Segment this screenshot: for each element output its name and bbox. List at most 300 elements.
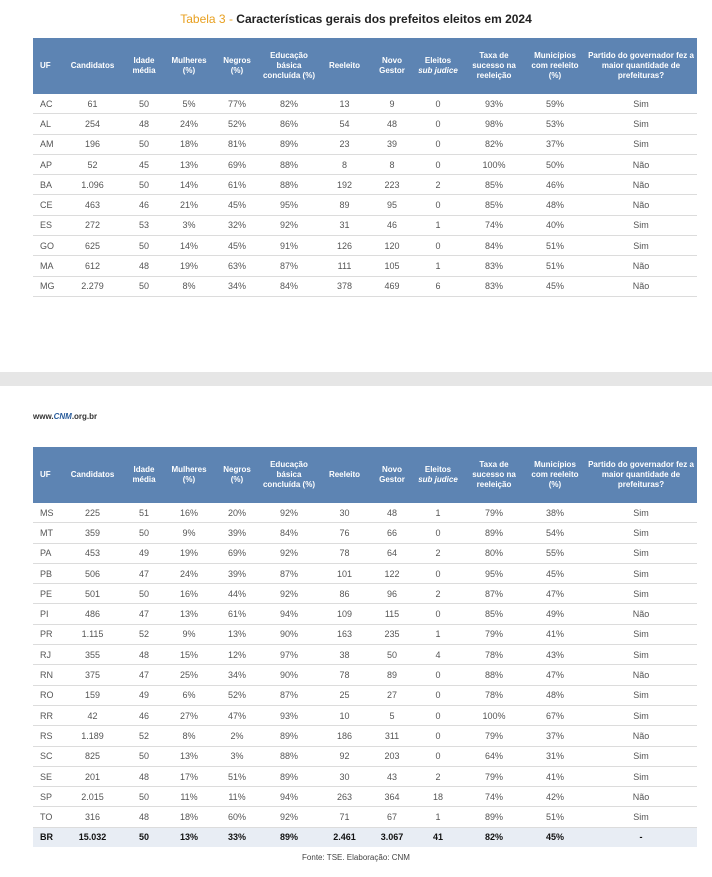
table-cell: 5 bbox=[371, 705, 413, 725]
total-cell: 82% bbox=[463, 827, 525, 847]
table-cell: MT bbox=[33, 523, 61, 543]
table-cell: 14% bbox=[164, 175, 214, 195]
table-cell: 41% bbox=[525, 624, 585, 644]
table-cell: 272 bbox=[61, 215, 124, 235]
table-cell: 69% bbox=[214, 154, 260, 174]
table-cell: 47% bbox=[525, 665, 585, 685]
table-cell: 48 bbox=[124, 114, 164, 134]
table-cell: AM bbox=[33, 134, 61, 154]
table-cell: 1 bbox=[413, 624, 463, 644]
table-cell: 19% bbox=[164, 543, 214, 563]
table-cell: RJ bbox=[33, 645, 61, 665]
table-cell: 89% bbox=[260, 134, 318, 154]
table-row bbox=[33, 563, 697, 583]
table-cell: 45% bbox=[214, 236, 260, 256]
table-cell: 100% bbox=[463, 705, 525, 725]
table-cell: 115 bbox=[371, 604, 413, 624]
table-cell: PB bbox=[33, 563, 61, 583]
table-cell: 2.015 bbox=[61, 787, 124, 807]
table-cell: 23 bbox=[318, 134, 371, 154]
table-row bbox=[33, 503, 697, 523]
table-cell: 13% bbox=[164, 604, 214, 624]
table-cell: 47 bbox=[124, 563, 164, 583]
table-cell: Não bbox=[585, 665, 697, 685]
table-row bbox=[33, 787, 697, 807]
table-cell: Não bbox=[585, 604, 697, 624]
table-cell: 48 bbox=[124, 766, 164, 786]
table-cell: 30 bbox=[318, 766, 371, 786]
table-cell: 15% bbox=[164, 645, 214, 665]
table-cell: 8 bbox=[371, 154, 413, 174]
table-cell: 61% bbox=[214, 604, 260, 624]
table-title-label: Tabela 3 bbox=[180, 12, 226, 26]
table-row bbox=[33, 256, 697, 276]
table-cell: 48 bbox=[124, 645, 164, 665]
table-cell: 31 bbox=[318, 215, 371, 235]
col-header-reeleito: Reeleito bbox=[318, 38, 371, 94]
table-cell: 32% bbox=[214, 215, 260, 235]
table-cell: 37% bbox=[525, 726, 585, 746]
col-header-mulheres: Mulheres (%) bbox=[164, 447, 214, 503]
table-cell: 50 bbox=[124, 584, 164, 604]
table-cell: 13 bbox=[318, 94, 371, 114]
table-cell: Sim bbox=[585, 94, 697, 114]
table-cell: 50 bbox=[124, 746, 164, 766]
table-cell: 64 bbox=[371, 543, 413, 563]
table-cell: SE bbox=[33, 766, 61, 786]
table-cell: 92% bbox=[260, 807, 318, 827]
table-cell: 82% bbox=[463, 134, 525, 154]
table-cell: 13% bbox=[214, 624, 260, 644]
table-cell: 19% bbox=[164, 256, 214, 276]
table-cell: 46% bbox=[525, 175, 585, 195]
table-cell: Não bbox=[585, 154, 697, 174]
table-cell: 86% bbox=[260, 114, 318, 134]
table-cell: 89% bbox=[260, 766, 318, 786]
table-cell: 612 bbox=[61, 256, 124, 276]
table-cell: Não bbox=[585, 726, 697, 746]
table-cell: 40% bbox=[525, 215, 585, 235]
table-cell: 71 bbox=[318, 807, 371, 827]
table-cell: PI bbox=[33, 604, 61, 624]
table-cell: 48% bbox=[525, 685, 585, 705]
total-cell: - bbox=[585, 827, 697, 847]
table-cell: 45% bbox=[214, 195, 260, 215]
table-row bbox=[33, 685, 697, 705]
table-cell: 254 bbox=[61, 114, 124, 134]
table-cell: 11% bbox=[214, 787, 260, 807]
table-cell: 49 bbox=[124, 685, 164, 705]
table-cell: MG bbox=[33, 276, 61, 296]
table-cell: 44% bbox=[214, 584, 260, 604]
table-cell: 69% bbox=[214, 543, 260, 563]
table-row bbox=[33, 584, 697, 604]
table-cell: Sim bbox=[585, 134, 697, 154]
table-cell: 39 bbox=[371, 134, 413, 154]
table-cell: 196 bbox=[61, 134, 124, 154]
table-cell: Sim bbox=[585, 584, 697, 604]
table-cell: Sim bbox=[585, 645, 697, 665]
table-cell: 625 bbox=[61, 236, 124, 256]
table-cell: 83% bbox=[463, 276, 525, 296]
table-cell: 87% bbox=[260, 563, 318, 583]
table-cell: 64% bbox=[463, 746, 525, 766]
table-cell: Sim bbox=[585, 543, 697, 563]
table-row bbox=[33, 604, 697, 624]
table-cell: 16% bbox=[164, 584, 214, 604]
table-cell: 0 bbox=[413, 563, 463, 583]
table-cell: 42% bbox=[525, 787, 585, 807]
table-cell: 78 bbox=[318, 543, 371, 563]
table-cell: 1.096 bbox=[61, 175, 124, 195]
table-row bbox=[33, 645, 697, 665]
col-header-partido: Partido do governador fez a maior quantidade de prefeituras? bbox=[585, 38, 697, 94]
table-cell: 0 bbox=[413, 134, 463, 154]
table-row bbox=[33, 215, 697, 235]
table-cell: PE bbox=[33, 584, 61, 604]
total-cell: 3.067 bbox=[371, 827, 413, 847]
table-cell: AL bbox=[33, 114, 61, 134]
table-cell: 92% bbox=[260, 215, 318, 235]
table-cell: 48 bbox=[371, 503, 413, 523]
table-cell: 45 bbox=[124, 154, 164, 174]
table-cell: 0 bbox=[413, 685, 463, 705]
table-cell: 48 bbox=[371, 114, 413, 134]
table-cell: 50% bbox=[525, 154, 585, 174]
table-cell: 84% bbox=[260, 523, 318, 543]
table-cell: 201 bbox=[61, 766, 124, 786]
table-cell: 109 bbox=[318, 604, 371, 624]
col-header-eleitos-label: Eleitos bbox=[424, 56, 452, 65]
col-header-idade: Idade média bbox=[124, 447, 164, 503]
table-cell: PR bbox=[33, 624, 61, 644]
table-cell: 2.279 bbox=[61, 276, 124, 296]
table-title-text: Características gerais dos prefeitos eleitos em 2024 bbox=[236, 12, 532, 26]
source-note: Fonte: TSE. Elaboração: CNM bbox=[302, 853, 410, 862]
table-cell: 87% bbox=[260, 685, 318, 705]
table-cell: 51% bbox=[525, 236, 585, 256]
col-header-novo-gestor: Novo Gestor bbox=[371, 38, 413, 94]
table-cell: 45% bbox=[525, 563, 585, 583]
table-cell: 83% bbox=[463, 256, 525, 276]
table-cell: 9% bbox=[164, 624, 214, 644]
table-cell: Sim bbox=[585, 807, 697, 827]
table-cell: 42 bbox=[61, 705, 124, 725]
table-cell: 31% bbox=[525, 746, 585, 766]
table-cell: 95 bbox=[371, 195, 413, 215]
table-cell: 13% bbox=[164, 746, 214, 766]
table-cell: 159 bbox=[61, 685, 124, 705]
table-cell: 84% bbox=[463, 236, 525, 256]
col-header-taxa: Taxa de sucesso na reeleição bbox=[463, 447, 525, 503]
col-header-partido: Partido do governador fez a maior quantidade de prefeituras? bbox=[585, 447, 697, 503]
table-cell: Sim bbox=[585, 705, 697, 725]
table-cell: 8% bbox=[164, 726, 214, 746]
table-cell: 51% bbox=[525, 807, 585, 827]
table-cell: MS bbox=[33, 503, 61, 523]
table-row bbox=[33, 726, 697, 746]
header-row bbox=[33, 38, 697, 94]
table-cell: 46 bbox=[124, 705, 164, 725]
table-cell: 203 bbox=[371, 746, 413, 766]
table-cell: 94% bbox=[260, 604, 318, 624]
table-cell: 52% bbox=[214, 685, 260, 705]
table-cell: 235 bbox=[371, 624, 413, 644]
table-cell: 52% bbox=[214, 114, 260, 134]
col-header-novo-gestor: Novo Gestor bbox=[371, 447, 413, 503]
table-cell: 25 bbox=[318, 685, 371, 705]
col-header-eleitos-label: Eleitos bbox=[424, 465, 452, 474]
table-cell: 92% bbox=[260, 503, 318, 523]
table-cell: 47% bbox=[525, 584, 585, 604]
table-cell: 80% bbox=[463, 543, 525, 563]
table-cell: 85% bbox=[463, 195, 525, 215]
table-cell: 311 bbox=[371, 726, 413, 746]
col-header-municipios: Municípios com reeleito (%) bbox=[525, 447, 585, 503]
table-cell: 316 bbox=[61, 807, 124, 827]
table-row bbox=[33, 154, 697, 174]
table-cell: 506 bbox=[61, 563, 124, 583]
table-cell: 111 bbox=[318, 256, 371, 276]
table-cell: 120 bbox=[371, 236, 413, 256]
table-cell: 0 bbox=[413, 726, 463, 746]
table-cell: 18 bbox=[413, 787, 463, 807]
table-cell: 82% bbox=[260, 94, 318, 114]
table-cell: 59% bbox=[525, 94, 585, 114]
table-cell: 96 bbox=[371, 584, 413, 604]
col-header-uf: UF bbox=[33, 38, 61, 94]
total-cell: BR bbox=[33, 827, 61, 847]
table-cell: Não bbox=[585, 256, 697, 276]
table-cell: 78 bbox=[318, 665, 371, 685]
table-cell: 24% bbox=[164, 114, 214, 134]
table-cell: RR bbox=[33, 705, 61, 725]
website-prefix: www. bbox=[33, 412, 54, 421]
table-cell: 463 bbox=[61, 195, 124, 215]
table-cell: 49 bbox=[124, 543, 164, 563]
table-cell: 63% bbox=[214, 256, 260, 276]
table-cell: 53 bbox=[124, 215, 164, 235]
table-cell: 0 bbox=[413, 746, 463, 766]
table-cell: 67 bbox=[371, 807, 413, 827]
table-cell: MA bbox=[33, 256, 61, 276]
table-cell: 122 bbox=[371, 563, 413, 583]
table-cell: ES bbox=[33, 215, 61, 235]
total-cell: 15.032 bbox=[61, 827, 124, 847]
table-cell: 0 bbox=[413, 705, 463, 725]
table-cell: 27% bbox=[164, 705, 214, 725]
table-cell: 54% bbox=[525, 523, 585, 543]
table-cell: Sim bbox=[585, 624, 697, 644]
table-cell: 24% bbox=[164, 563, 214, 583]
table-cell: Não bbox=[585, 276, 697, 296]
table-cell: Sim bbox=[585, 685, 697, 705]
page-gap bbox=[0, 372, 712, 386]
table-row bbox=[33, 523, 697, 543]
table-cell: 825 bbox=[61, 746, 124, 766]
table-cell: 38 bbox=[318, 645, 371, 665]
table-cell: 89 bbox=[318, 195, 371, 215]
table-cell: 21% bbox=[164, 195, 214, 215]
table-cell: 87% bbox=[260, 256, 318, 276]
table-cell: 0 bbox=[413, 604, 463, 624]
table-cell: 0 bbox=[413, 195, 463, 215]
table-cell: 38% bbox=[525, 503, 585, 523]
table-title-separator: - bbox=[225, 12, 237, 26]
table-cell: 453 bbox=[61, 543, 124, 563]
table-cell: 76 bbox=[318, 523, 371, 543]
table-cell: PA bbox=[33, 543, 61, 563]
table-cell: 30 bbox=[318, 503, 371, 523]
total-cell: 13% bbox=[164, 827, 214, 847]
table-cell: 79% bbox=[463, 503, 525, 523]
table-cell: Sim bbox=[585, 503, 697, 523]
table-cell: 95% bbox=[260, 195, 318, 215]
table-cell: 88% bbox=[260, 746, 318, 766]
table-cell: 16% bbox=[164, 503, 214, 523]
table-cell: 74% bbox=[463, 215, 525, 235]
table-cell: 163 bbox=[318, 624, 371, 644]
table-cell: 186 bbox=[318, 726, 371, 746]
col-header-candidatos: Candidatos bbox=[61, 447, 124, 503]
table-cell: 50 bbox=[124, 787, 164, 807]
total-cell: 45% bbox=[525, 827, 585, 847]
table-cell: 53% bbox=[525, 114, 585, 134]
table-cell: GO bbox=[33, 236, 61, 256]
table-cell: 84% bbox=[260, 276, 318, 296]
table-cell: 67% bbox=[525, 705, 585, 725]
table-cell: Sim bbox=[585, 563, 697, 583]
table-cell: 61% bbox=[214, 175, 260, 195]
table-cell: 2 bbox=[413, 175, 463, 195]
table-cell: 43% bbox=[525, 645, 585, 665]
table-cell: 88% bbox=[260, 154, 318, 174]
table-cell: 105 bbox=[371, 256, 413, 276]
table-cell: 89% bbox=[463, 523, 525, 543]
col-header-idade: Idade média bbox=[124, 38, 164, 94]
col-header-eleitos-sub-judice bbox=[413, 38, 463, 94]
table-cell: 101 bbox=[318, 563, 371, 583]
table-cell: 47 bbox=[124, 604, 164, 624]
col-header-sub-judice-label: sub judice bbox=[418, 475, 458, 484]
table-cell: 50 bbox=[124, 523, 164, 543]
table-cell: 0 bbox=[413, 523, 463, 543]
table-cell: 364 bbox=[371, 787, 413, 807]
table-cell: 39% bbox=[214, 563, 260, 583]
table-row bbox=[33, 766, 697, 786]
table-cell: 90% bbox=[260, 624, 318, 644]
col-header-taxa: Taxa de sucesso na reeleição bbox=[463, 38, 525, 94]
table-row bbox=[33, 543, 697, 563]
table-cell: Sim bbox=[585, 114, 697, 134]
table-cell: 92 bbox=[318, 746, 371, 766]
col-header-eleitos-sub-judice bbox=[413, 447, 463, 503]
table-row bbox=[33, 807, 697, 827]
table-cell: Sim bbox=[585, 746, 697, 766]
col-header-mulheres: Mulheres (%) bbox=[164, 38, 214, 94]
col-header-negros: Negros (%) bbox=[214, 447, 260, 503]
table-row bbox=[33, 276, 697, 296]
total-cell: 2.461 bbox=[318, 827, 371, 847]
total-cell: 89% bbox=[260, 827, 318, 847]
table-row bbox=[33, 665, 697, 685]
table-cell: 93% bbox=[463, 94, 525, 114]
table-row bbox=[33, 195, 697, 215]
table-cell: 18% bbox=[164, 807, 214, 827]
table-cell: 50 bbox=[124, 134, 164, 154]
table-row bbox=[33, 624, 697, 644]
table-cell: 88% bbox=[260, 175, 318, 195]
table-cell: 11% bbox=[164, 787, 214, 807]
table-cell: 78% bbox=[463, 685, 525, 705]
col-header-educacao: Educação básica concluída (%) bbox=[260, 447, 318, 503]
table-cell: 18% bbox=[164, 134, 214, 154]
table-cell: 12% bbox=[214, 645, 260, 665]
table-cell: 52 bbox=[61, 154, 124, 174]
table-cell: 60% bbox=[214, 807, 260, 827]
table-cell: 92% bbox=[260, 584, 318, 604]
table-cell: 79% bbox=[463, 624, 525, 644]
table-cell: 1 bbox=[413, 503, 463, 523]
table-cell: 48 bbox=[124, 807, 164, 827]
table-cell: 43 bbox=[371, 766, 413, 786]
table-cell: 50 bbox=[124, 276, 164, 296]
table-cell: 263 bbox=[318, 787, 371, 807]
table-cell: CE bbox=[33, 195, 61, 215]
table-cell: 95% bbox=[463, 563, 525, 583]
table-cell: 375 bbox=[61, 665, 124, 685]
table-cell: 85% bbox=[463, 175, 525, 195]
table-cell: 10 bbox=[318, 705, 371, 725]
table-cell: AP bbox=[33, 154, 61, 174]
table-row bbox=[33, 236, 697, 256]
table-cell: 48% bbox=[525, 195, 585, 215]
table-cell: 92% bbox=[260, 543, 318, 563]
table-cell: TO bbox=[33, 807, 61, 827]
table-cell: 51 bbox=[124, 503, 164, 523]
table-row bbox=[33, 746, 697, 766]
table-cell: 0 bbox=[413, 114, 463, 134]
table-cell: 1 bbox=[413, 807, 463, 827]
table-cell: 0 bbox=[413, 236, 463, 256]
table-cell: Sim bbox=[585, 523, 697, 543]
table-cell: 6 bbox=[413, 276, 463, 296]
table-cell: 3% bbox=[214, 746, 260, 766]
table-cell: 46 bbox=[371, 215, 413, 235]
table-cell: 9 bbox=[371, 94, 413, 114]
table-cell: 34% bbox=[214, 276, 260, 296]
table-cell: 50 bbox=[371, 645, 413, 665]
website-brand: CNM bbox=[53, 412, 72, 421]
table-cell: 85% bbox=[463, 604, 525, 624]
table-cell: 39% bbox=[214, 523, 260, 543]
table-cell: 6% bbox=[164, 685, 214, 705]
table-cell: RO bbox=[33, 685, 61, 705]
table-cell: 0 bbox=[413, 94, 463, 114]
table-cell: 469 bbox=[371, 276, 413, 296]
table-cell: 13% bbox=[164, 154, 214, 174]
website-suffix: .org.br bbox=[71, 412, 98, 421]
total-cell: 50 bbox=[124, 827, 164, 847]
table-row bbox=[33, 705, 697, 725]
table-cell: 47% bbox=[214, 705, 260, 725]
table-cell: 20% bbox=[214, 503, 260, 523]
table-cell: 100% bbox=[463, 154, 525, 174]
table-cell: BA bbox=[33, 175, 61, 195]
table-cell: 51% bbox=[214, 766, 260, 786]
table-cell: 1 bbox=[413, 256, 463, 276]
table-cell: 66 bbox=[371, 523, 413, 543]
